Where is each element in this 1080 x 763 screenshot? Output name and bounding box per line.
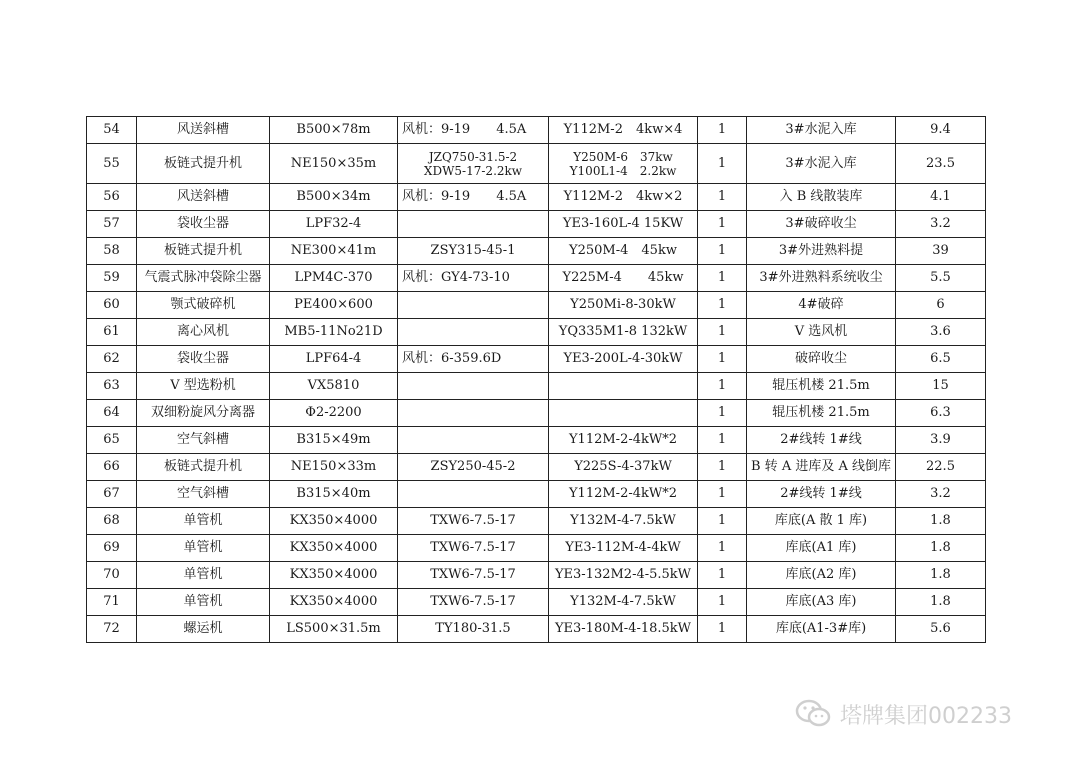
equipment-name-cell: 单管机 (137, 508, 270, 535)
table-row (87, 454, 986, 481)
quantity-cell: 1 (698, 481, 747, 508)
spec-cell: MB5-11No21D (270, 319, 398, 346)
equipment-name-cell: 双细粉旋风分离器 (137, 400, 270, 427)
location-cell: 辊压机楼 21.5m (747, 373, 896, 400)
motor-cell: Y132M-4-7.5kW (549, 508, 698, 535)
power-cell: 39 (896, 238, 986, 265)
auxiliary-cell: 风机：6-359.6D (398, 346, 549, 373)
power-cell: 22.5 (896, 454, 986, 481)
auxiliary-cell: 风机：9-19 4.5A (398, 117, 549, 144)
quantity-cell: 1 (698, 562, 747, 589)
row-number-cell: 56 (87, 184, 137, 211)
motor-cell: Y225S-4-37kW (549, 454, 698, 481)
location-cell: 2#线转 1#线 (747, 427, 896, 454)
spec-cell: B315×40m (270, 481, 398, 508)
quantity-cell: 1 (698, 238, 747, 265)
power-cell: 1.8 (896, 508, 986, 535)
row-number-cell: 57 (87, 211, 137, 238)
equipment-name-cell: 单管机 (137, 589, 270, 616)
quantity-cell: 1 (698, 265, 747, 292)
power-cell: 6.3 (896, 400, 986, 427)
location-cell: 3#水泥入库 (747, 117, 896, 144)
row-number-cell: 60 (87, 292, 137, 319)
motor-cell: Y112M-2 4kw×4 (549, 117, 698, 144)
table-row (87, 373, 986, 400)
row-number-cell: 64 (87, 400, 137, 427)
table-body (87, 117, 986, 643)
row-number-cell: 58 (87, 238, 137, 265)
watermark-text: 塔牌集团002233 (840, 703, 1012, 729)
auxiliary-cell (398, 481, 549, 508)
power-cell: 5.6 (896, 616, 986, 643)
auxiliary-cell: TXW6-7.5-17 (398, 535, 549, 562)
motor-cell: YE3-160L-4 15KW (549, 211, 698, 238)
table-row (87, 589, 986, 616)
quantity-cell: 1 (698, 589, 747, 616)
row-number-cell: 71 (87, 589, 137, 616)
table-row (87, 117, 986, 144)
row-number-cell: 59 (87, 265, 137, 292)
motor-cell: YE3-112M-4-4kW (549, 535, 698, 562)
spec-cell: B500×34m (270, 184, 398, 211)
quantity-cell: 1 (698, 117, 747, 144)
motor-cell: Y250M-6 37kw Y100L1-4 2.2kw (549, 144, 698, 184)
table-row (87, 184, 986, 211)
equipment-name-cell: V 型选粉机 (137, 373, 270, 400)
spec-cell: KX350×4000 (270, 535, 398, 562)
quantity-cell: 1 (698, 454, 747, 481)
motor-cell (549, 400, 698, 427)
row-number-cell: 61 (87, 319, 137, 346)
auxiliary-cell (398, 292, 549, 319)
power-cell: 6 (896, 292, 986, 319)
row-number-cell: 70 (87, 562, 137, 589)
auxiliary-cell: ZSY315-45-1 (398, 238, 549, 265)
motor-cell (549, 373, 698, 400)
equipment-name-cell: 颚式破碎机 (137, 292, 270, 319)
row-number-cell: 62 (87, 346, 137, 373)
motor-cell: Y225M-4 45kw (549, 265, 698, 292)
quantity-cell: 1 (698, 616, 747, 643)
location-cell: 3#外进熟料系统收尘 (747, 265, 896, 292)
equipment-name-cell: 螺运机 (137, 616, 270, 643)
row-number-cell: 66 (87, 454, 137, 481)
quantity-cell: 1 (698, 508, 747, 535)
location-cell: 破碎收尘 (747, 346, 896, 373)
equipment-name-cell: 板链式提升机 (137, 238, 270, 265)
equipment-name-cell: 板链式提升机 (137, 144, 270, 184)
quantity-cell: 1 (698, 211, 747, 238)
power-cell: 9.4 (896, 117, 986, 144)
location-cell: V 选风机 (747, 319, 896, 346)
power-cell: 15 (896, 373, 986, 400)
table-row (87, 616, 986, 643)
motor-cell: Y112M-2 4kw×2 (549, 184, 698, 211)
power-cell: 23.5 (896, 144, 986, 184)
equipment-name-cell: 空气斜槽 (137, 481, 270, 508)
quantity-cell: 1 (698, 535, 747, 562)
location-cell: 2#线转 1#线 (747, 481, 896, 508)
quantity-cell: 1 (698, 292, 747, 319)
power-cell: 1.8 (896, 562, 986, 589)
spec-cell: VX5810 (270, 373, 398, 400)
spec-cell: NE300×41m (270, 238, 398, 265)
power-cell: 3.2 (896, 211, 986, 238)
auxiliary-cell (398, 400, 549, 427)
spec-cell: LPF32-4 (270, 211, 398, 238)
motor-cell: YE3-180M-4-18.5kW (549, 616, 698, 643)
equipment-name-cell: 单管机 (137, 535, 270, 562)
spec-cell: B500×78m (270, 117, 398, 144)
table-row (87, 346, 986, 373)
power-cell: 1.8 (896, 535, 986, 562)
watermark (794, 698, 1012, 730)
row-number-cell: 65 (87, 427, 137, 454)
location-cell: 3#破碎收尘 (747, 211, 896, 238)
wechat-icon (794, 698, 832, 730)
equipment-name-cell: 风送斜槽 (137, 184, 270, 211)
power-cell: 1.8 (896, 589, 986, 616)
motor-cell: Y250M-4 45kw (549, 238, 698, 265)
auxiliary-cell: TXW6-7.5-17 (398, 508, 549, 535)
row-number-cell: 55 (87, 144, 137, 184)
location-cell: 库底(A1 库) (747, 535, 896, 562)
auxiliary-cell: TXW6-7.5-17 (398, 562, 549, 589)
equipment-name-cell: 板链式提升机 (137, 454, 270, 481)
location-cell: 库底(A 散 1 库) (747, 508, 896, 535)
power-cell: 5.5 (896, 265, 986, 292)
quantity-cell: 1 (698, 144, 747, 184)
quantity-cell: 1 (698, 346, 747, 373)
table-row (87, 400, 986, 427)
motor-cell: YE3-200L-4-30kW (549, 346, 698, 373)
quantity-cell: 1 (698, 427, 747, 454)
quantity-cell: 1 (698, 400, 747, 427)
auxiliary-cell: TY180-31.5 (398, 616, 549, 643)
motor-cell: Y250Mi-8-30kW (549, 292, 698, 319)
location-cell: 4#破碎 (747, 292, 896, 319)
equipment-name-cell: 袋收尘器 (137, 211, 270, 238)
auxiliary-cell: JZQ750-31.5-2 XDW5-17-2.2kw (398, 144, 549, 184)
location-cell: 入 B 线散装库 (747, 184, 896, 211)
power-cell: 3.6 (896, 319, 986, 346)
quantity-cell: 1 (698, 184, 747, 211)
location-cell: B 转 A 进库及 A 线倒库 (747, 454, 896, 481)
row-number-cell: 54 (87, 117, 137, 144)
auxiliary-cell: TXW6-7.5-17 (398, 589, 549, 616)
table-row (87, 238, 986, 265)
table-row (87, 562, 986, 589)
power-cell: 3.2 (896, 481, 986, 508)
quantity-cell: 1 (698, 319, 747, 346)
equipment-name-cell: 气震式脉冲袋除尘器 (137, 265, 270, 292)
motor-cell: YE3-132M2-4-5.5kW (549, 562, 698, 589)
spec-cell: KX350×4000 (270, 562, 398, 589)
motor-cell: Y132M-4-7.5kW (549, 589, 698, 616)
power-cell: 4.1 (896, 184, 986, 211)
spec-cell: LS500×31.5m (270, 616, 398, 643)
location-cell: 库底(A2 库) (747, 562, 896, 589)
equipment-name-cell: 风送斜槽 (137, 117, 270, 144)
table-row (87, 535, 986, 562)
location-cell: 3#外进熟料提 (747, 238, 896, 265)
auxiliary-cell (398, 427, 549, 454)
auxiliary-cell: 风机：9-19 4.5A (398, 184, 549, 211)
spec-cell: LPF64-4 (270, 346, 398, 373)
location-cell: 库底(A3 库) (747, 589, 896, 616)
table-row (87, 292, 986, 319)
equipment-name-cell: 离心风机 (137, 319, 270, 346)
spec-cell: PE400×600 (270, 292, 398, 319)
table-row (87, 481, 986, 508)
spec-cell: KX350×4000 (270, 589, 398, 616)
table-row (87, 508, 986, 535)
auxiliary-cell: 风机：GY4-73-10 (398, 265, 549, 292)
equipment-table (86, 116, 986, 643)
auxiliary-cell: ZSY250-45-2 (398, 454, 549, 481)
row-number-cell: 63 (87, 373, 137, 400)
spec-cell: NE150×35m (270, 144, 398, 184)
row-number-cell: 68 (87, 508, 137, 535)
table-row (87, 265, 986, 292)
location-cell: 辊压机楼 21.5m (747, 400, 896, 427)
auxiliary-cell (398, 211, 549, 238)
spec-cell: KX350×4000 (270, 508, 398, 535)
equipment-name-cell: 单管机 (137, 562, 270, 589)
location-cell: 3#水泥入库 (747, 144, 896, 184)
spec-cell: B315×49m (270, 427, 398, 454)
equipment-name-cell: 袋收尘器 (137, 346, 270, 373)
spec-cell: LPM4C-370 (270, 265, 398, 292)
table-row (87, 211, 986, 238)
motor-cell: YQ335M1-8 132kW (549, 319, 698, 346)
location-cell: 库底(A1-3#库) (747, 616, 896, 643)
power-cell: 3.9 (896, 427, 986, 454)
table-row (87, 144, 986, 184)
power-cell: 6.5 (896, 346, 986, 373)
row-number-cell: 69 (87, 535, 137, 562)
row-number-cell: 67 (87, 481, 137, 508)
spec-cell: NE150×33m (270, 454, 398, 481)
spec-cell: Φ2-2200 (270, 400, 398, 427)
motor-cell: Y112M-2-4kW*2 (549, 481, 698, 508)
quantity-cell: 1 (698, 373, 747, 400)
auxiliary-cell (398, 373, 549, 400)
table-row (87, 319, 986, 346)
motor-cell: Y112M-2-4kW*2 (549, 427, 698, 454)
auxiliary-cell (398, 319, 549, 346)
table-row (87, 427, 986, 454)
equipment-name-cell: 空气斜槽 (137, 427, 270, 454)
row-number-cell: 72 (87, 616, 137, 643)
